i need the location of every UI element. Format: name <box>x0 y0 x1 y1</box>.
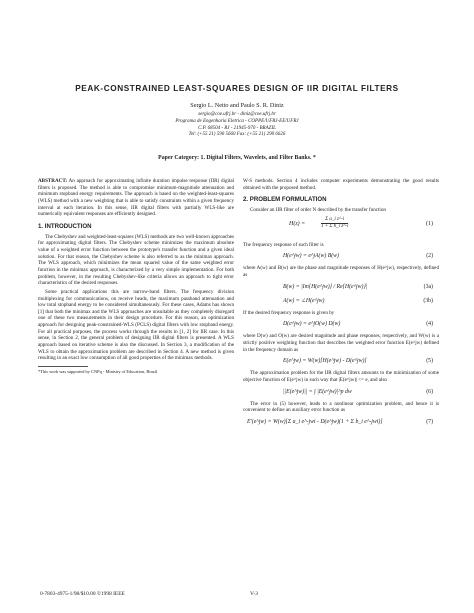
equation-denominator: 1 + Σ b_i z^-i <box>321 224 349 230</box>
equation-7 <box>243 417 439 428</box>
problem-paragraph-5: where D(w) and O(w) are desired magnitude and phase responses, respectively, and W(w) is a strictly positive weighting function that describes the weighted error function E(e^jw) defined in the frequency domain as <box>243 333 439 353</box>
problem-paragraph-7: The error in (5) however, leads to a nonlinear optimization problem, and hence it is convenient to define an auxiliary error function as <box>243 400 439 414</box>
equation-number: (1) <box>426 220 433 227</box>
abstract <box>38 178 234 218</box>
equation-number: (3a) <box>423 283 433 290</box>
equation-number: (4) <box>426 321 433 328</box>
equation-body: D(e^jw) = e^jO(w) D(w) <box>283 321 341 328</box>
equation-number: (2) <box>426 253 433 260</box>
equation-number: (5) <box>426 358 433 365</box>
problem-paragraph-6: The approximation problem for the IIR digital filters amounts to the minimization of some objective function of E(e^jw) in such way that |E(e^jw)| <= e, and also <box>243 370 439 383</box>
equation-4 <box>243 319 439 330</box>
problem-paragraph-1: Consider an IIR filter of order N described by the transfer function <box>250 206 386 213</box>
equation-body: E'(e^jw) = W(w)[Σ a_i e^-jwi - D(e^jw)(1 + Σ b_i e^-jwi)] <box>247 418 383 425</box>
equation-body: ||E(e^jw)|| = ∫ |E(e^jw)|^p dw <box>283 388 352 395</box>
left-column <box>38 178 234 582</box>
paper-category: Paper Category: 1. Digital Filters, Wavelets, and Filter Banks. * <box>158 155 316 161</box>
problem-paragraph-3: where A(w) and B(w) are the phase and magnitude responses of H(e^jw), respectively, defined as <box>243 265 439 278</box>
equation-1 <box>243 217 439 239</box>
paper-authors: Sergio L. Netto and Paulo S. R. Diniz <box>190 102 284 109</box>
footer-isbn: 0-7803-4975-1/98/$10.00 ©1998 IEEE <box>40 591 125 597</box>
right-column <box>243 178 439 582</box>
equation-body: E(e^jw) = W(w)[H(e^jw) - D(e^jw)] <box>283 358 367 365</box>
equation-body: B(w) = |Im{H(e^jw)} / Re{H(e^jw)}| <box>283 283 368 290</box>
footnote: *This work was supported by CNPq - Ministry of Education, Brazil <box>38 369 158 375</box>
equation-2 <box>243 251 439 262</box>
affiliation-line: Tel: (+55 21) 590 5660 Fax: (+55 21) 290 6626 <box>188 132 286 138</box>
equation-body: A(w) = ∠H(e^jw) <box>283 297 325 304</box>
equation-fraction <box>321 217 348 231</box>
right-paragraph-1: W-S methods. Section 4 includes computer experiments demonstrating the good results obtained with the proposed method. <box>243 178 439 191</box>
intro-paragraph-1: The Chebyshev and weighted-least-squares (WLS) methods are two well-known approaches for approximating digital filters. The Chebyshev scheme minimizes the maximum absolute value of a weighted error function between the prototype's transfer function and a given ideal solution. For that reason, the Chebyshev scheme is also referred to as the minimax approach. The WLS approach, which minimizes the mean squared value of the same weighted error function in the minimax approach, is characterized by a very simple implementation. For both problem, however, in the resulting Chebyshev-like criteria allows an approach to tight error characteristics of the desired responses. <box>38 233 234 287</box>
affiliation-line: sergio@coe.ufrj.br - diniz@coe.ufrj.br <box>198 112 276 117</box>
equation-5 <box>243 356 439 367</box>
problem-paragraph-2: The frequency response of such filter is <box>243 241 324 248</box>
equation-body: H(e^jw) = e^jA(w) B(w) <box>283 253 339 260</box>
equation-numerator: Σ a_i z^-i <box>321 217 348 225</box>
intro-paragraph-2: Some practical applications this are narrow-band filters. The frequency division multiplexing for communications, on receive heads, the maximum passband attenuation and low total stopband energy to be considered simultaneously. For these cases, Adams has shown [1] that both the minimax and the WLS approaches are unsuitable as they completely disregard one of these two measurements in their design procedure. For this reason, an optimization approach for designing peak-constrained-WLS (PCLS) digital filters with low stopband energy. For all practical purposes, the process works through the results in [1, 2] for IIR case. In this sense, in Section 2, the general problem of designing IIR digital filters is presented. A WLS approach based on iterative scheme is also the discussed. In Section 3, a modification of the WLS to obtain the approximation problem are described in Section 4. A new method is given resulting in an exact low consumption of all good properties of the minimax methods. <box>38 288 234 362</box>
equation-number: (7) <box>426 418 433 425</box>
abstract-label: ABSTRACT: <box>38 178 68 184</box>
equation-number: (3b) <box>423 297 433 304</box>
equation-number: (6) <box>426 388 433 395</box>
author-affiliation <box>0 112 474 139</box>
section-heading-introduction: 1. INTRODUCTION <box>38 222 92 230</box>
equation-3b <box>243 296 439 307</box>
equation-lhs: H(z) = <box>289 220 306 227</box>
affiliation-line: Programa de Engenharia Eletrica - COPPE/UFRJ-EE/UFRJ <box>175 118 299 124</box>
problem-paragraph-4: If the desired frequency response is given by <box>243 309 335 316</box>
paper-title: PEAK-CONSTRAINED LEAST-SQUARES DESIGN OF IIR DIGITAL FILTERS <box>75 84 399 93</box>
affiliation-line: C.P. 68504 - RJ - 21945-970 - BRAZIL <box>198 125 276 131</box>
equation-3a <box>243 282 439 293</box>
footnote-rule <box>38 366 88 367</box>
abstract-text: An approach for approximating infinite duration impulse response (IIR) digital filters is proposed. The method is able to compromise minimum-magnitude attenuation and minimum stopband energy requirements. The approach is based on the weighted-least-squares (WLS) method with a new weighting that is able to satisfy constraints within a given frequency interval at each iteration. In this sense, IIR digital filters with partially WLS-like are numerically equivalent responses are efficiently designed. <box>38 178 234 218</box>
equation-6 <box>243 387 439 398</box>
page-number: V-3 <box>250 591 258 597</box>
section-heading-problem: 2. PROBLEM FORMULATION <box>243 196 327 204</box>
